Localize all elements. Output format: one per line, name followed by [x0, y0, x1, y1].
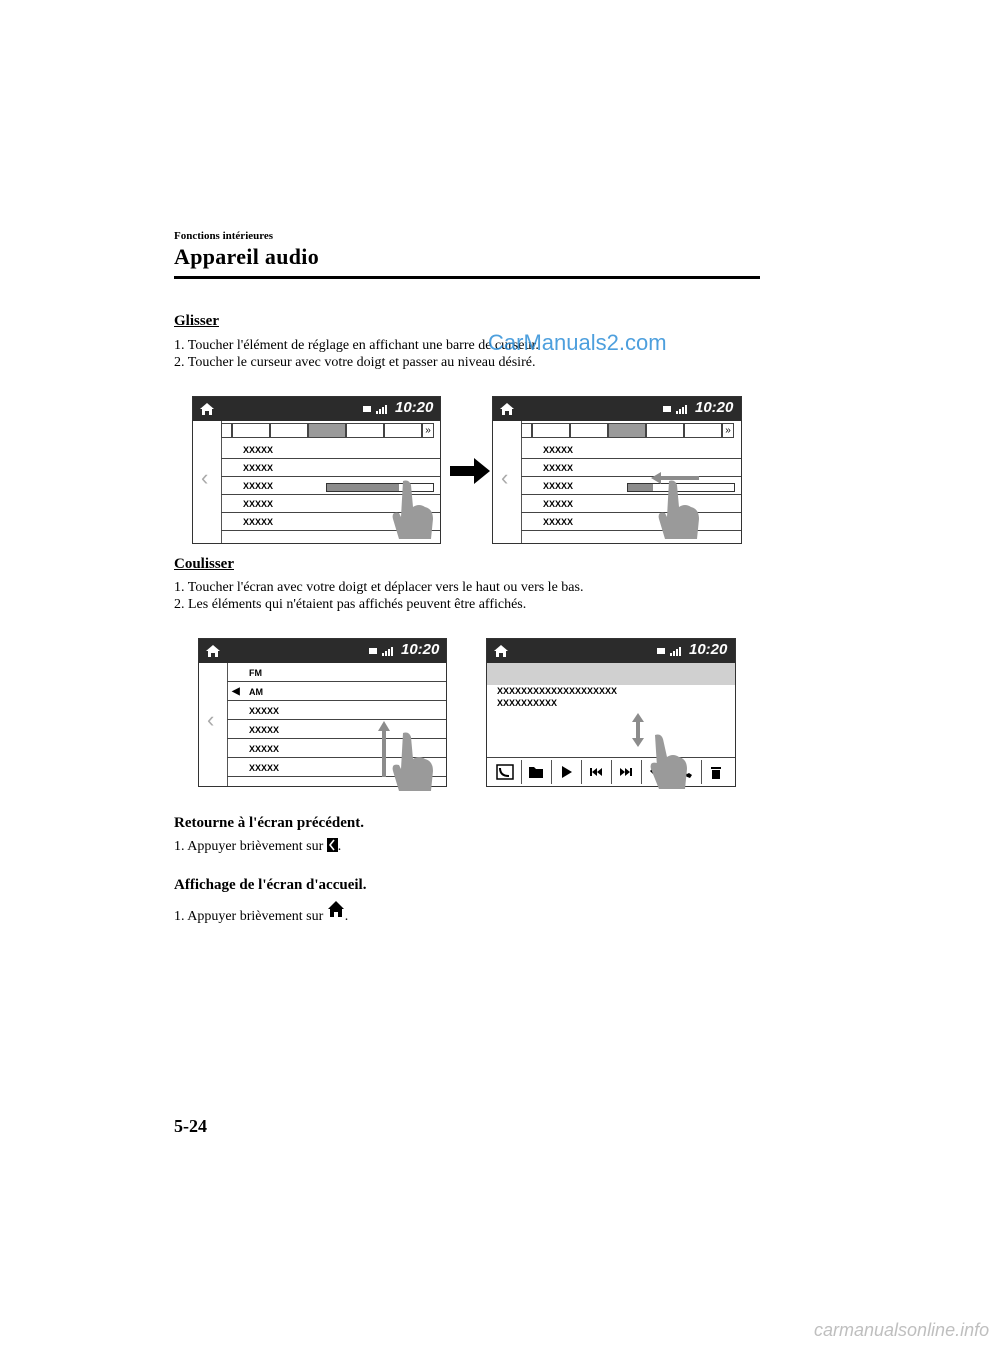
status-bar	[193, 397, 440, 421]
message-line-1: XXXXXXXXXXXXXXXXXXXX	[497, 686, 618, 696]
scroll-updown-arrow-icon	[631, 713, 645, 747]
tab-3[interactable]	[308, 423, 346, 438]
finger-icon	[389, 731, 439, 793]
back-chevron-icon: ‹	[207, 707, 215, 732]
tab-bar	[521, 423, 741, 439]
tab-5[interactable]	[384, 423, 422, 438]
tab-4[interactable]	[646, 423, 684, 438]
slider-screen-before	[192, 396, 441, 544]
previous-track-button[interactable]	[581, 760, 609, 784]
retour-step-text: 1. Appuyer brièvement sur	[174, 839, 324, 854]
coulisser-step-1: 1. Toucher l'écran avec votre doigt et déplacer vers le haut ou vers le bas.	[174, 580, 584, 595]
finger-icon	[647, 733, 693, 791]
list-item[interactable]: XXXXX	[221, 477, 440, 495]
tab-3[interactable]	[608, 423, 646, 438]
tab-2[interactable]	[270, 423, 308, 438]
scroll-list-screen	[198, 638, 447, 787]
folder-button[interactable]	[521, 760, 549, 784]
glisser-step-2: 2. Toucher le curseur avec votre doigt et passer au niveau désiré.	[174, 355, 536, 370]
home-icon	[205, 643, 221, 659]
clock: 10:20	[401, 641, 440, 658]
action-button-row	[487, 757, 735, 786]
list-item-label: AM	[249, 687, 263, 697]
status-bar	[493, 397, 741, 421]
tab-next-icon[interactable]: »	[722, 423, 734, 438]
back-icon	[327, 838, 338, 852]
slider-screen-after	[492, 396, 742, 544]
page-title: Appareil audio	[174, 244, 319, 269]
tab-2[interactable]	[570, 423, 608, 438]
home-icon	[199, 401, 215, 417]
accueil-step-suffix: .	[344, 909, 349, 924]
tab-bar	[221, 423, 440, 439]
list-item[interactable]: XXXXX	[521, 495, 741, 513]
signal-icon	[369, 646, 395, 656]
delete-button[interactable]	[701, 760, 729, 784]
message-screen	[486, 638, 736, 787]
list-item[interactable]: XXXXX	[521, 513, 741, 531]
watermark: CarManuals2.com	[488, 330, 667, 355]
list-item[interactable]: XXXXX	[521, 441, 741, 459]
status-bar	[487, 639, 735, 663]
back-chevron-icon: ‹	[501, 465, 509, 490]
home-icon	[499, 401, 515, 417]
tab-5[interactable]	[684, 423, 722, 438]
message-line-2: XXXXXXXXXX	[497, 698, 558, 708]
list-item[interactable]: XXXXX	[521, 477, 741, 495]
arrow-right-icon	[450, 458, 490, 484]
list-item[interactable]: XXXXX	[221, 513, 440, 531]
list-item[interactable]: XXXXX	[221, 495, 440, 513]
message-header-bar	[487, 663, 735, 685]
list-item-am[interactable]	[227, 683, 446, 701]
finger-icon	[655, 479, 705, 543]
tab-1[interactable]	[232, 423, 270, 438]
glisser-step-1: 1. Toucher l'élément de réglage en affichant une barre de curseur.	[174, 338, 539, 353]
home-icon	[493, 643, 509, 659]
header-rule	[174, 276, 760, 279]
accueil-heading: Affichage de l'écran d'accueil.	[174, 877, 367, 893]
footer-watermark: carmanualsonline.info	[814, 1320, 989, 1340]
list-item[interactable]: XXXXX	[227, 740, 446, 758]
accueil-step	[174, 900, 348, 925]
speaker-icon: ◀	[232, 686, 240, 697]
list-item[interactable]: XXXXX	[521, 459, 741, 477]
list-item-fm[interactable]: FM	[227, 664, 446, 682]
tab-1[interactable]	[532, 423, 570, 438]
coulisser-heading: Coulisser	[174, 556, 234, 572]
retour-step	[174, 838, 341, 855]
list-item[interactable]: XXXXX	[221, 441, 440, 459]
signal-icon	[657, 646, 683, 656]
signal-icon	[363, 404, 389, 414]
play-button[interactable]	[551, 760, 579, 784]
clock: 10:20	[695, 399, 734, 416]
finger-icon	[389, 479, 439, 543]
back-chevron-icon: ‹	[201, 465, 209, 490]
clock: 10:20	[395, 399, 434, 416]
next-track-button[interactable]	[611, 760, 639, 784]
retour-heading: Retourne à l'écran précédent.	[174, 815, 364, 831]
status-bar	[199, 639, 446, 663]
list-item[interactable]: XXXXX	[227, 721, 446, 739]
signal-icon	[663, 404, 689, 414]
tab-prev-icon[interactable]	[221, 423, 232, 438]
home-icon	[327, 900, 345, 918]
accueil-step-text: 1. Appuyer brièvement sur	[174, 909, 324, 924]
tab-next-icon[interactable]: »	[422, 423, 434, 438]
section-label: Fonctions intérieures	[174, 230, 274, 242]
page-number: 5-24	[174, 1116, 207, 1136]
call-log-button[interactable]	[491, 760, 519, 784]
list-item[interactable]: XXXXX	[221, 459, 440, 477]
tab-prev-icon[interactable]	[521, 423, 532, 438]
tab-4[interactable]	[346, 423, 384, 438]
retour-step-suffix: .	[337, 839, 342, 854]
list-item[interactable]: XXXXX	[227, 759, 446, 777]
list-item[interactable]: XXXXX	[227, 702, 446, 720]
glisser-heading: Glisser	[174, 313, 219, 329]
coulisser-step-2: 2. Les éléments qui n'étaient pas affichés peuvent être affichés.	[174, 597, 527, 612]
clock: 10:20	[689, 641, 728, 658]
